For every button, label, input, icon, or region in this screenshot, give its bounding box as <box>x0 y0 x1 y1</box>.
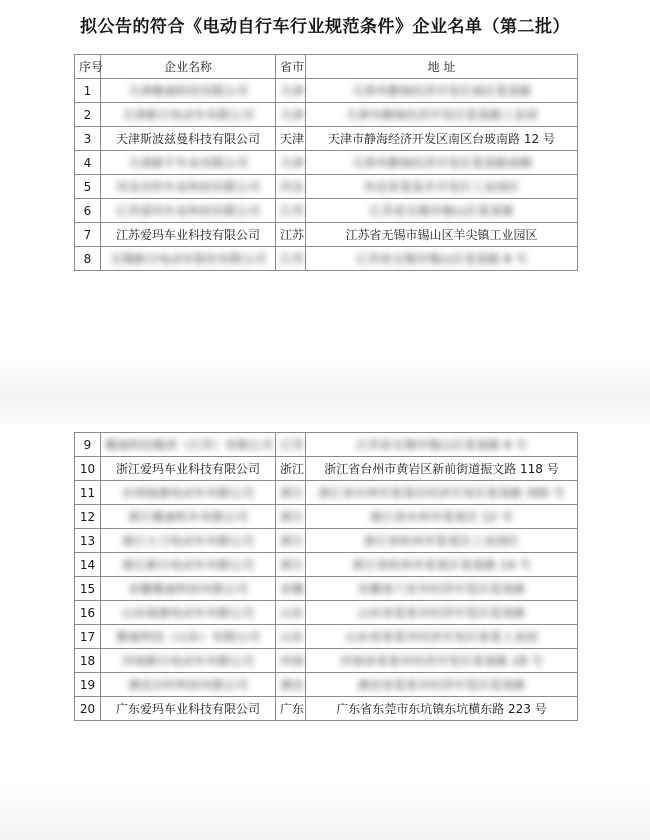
address-cell: 浙江省台州市黄岩区新前街道振文路 118 号 <box>324 462 559 476</box>
header-province: 省市 <box>276 55 306 79</box>
province-cell: 山东 <box>280 606 305 620</box>
province-cell: 浙江 <box>280 534 305 548</box>
table-row <box>75 529 578 553</box>
table-row <box>75 247 578 271</box>
address-cell: 山东省某某市经济开发区某某工业园 <box>345 630 538 644</box>
row-index-cell: 13 <box>79 533 96 548</box>
address-cell: 浙江省台州市某某区经济开发区某某路 300 号 <box>318 486 565 500</box>
row-index-cell: 20 <box>79 701 96 716</box>
province-cell: 山东 <box>280 630 305 644</box>
table-row <box>75 103 578 127</box>
address-cell: 浙江省台州市某某区 12 号 <box>370 510 513 524</box>
province-cell: 浙江 <box>280 486 305 500</box>
row-index-cell: 5 <box>83 179 92 194</box>
address-cell: 天津市静海经济开发区某某路工业园 <box>345 108 538 122</box>
row-index-cell: 7 <box>83 227 92 242</box>
company-name-cell: 浙江小刀电动车有限公司 <box>121 534 254 548</box>
table-row <box>75 433 578 457</box>
table-row <box>75 553 578 577</box>
company-name-cell: 浙江新日电动车有限公司 <box>121 558 254 572</box>
table-row <box>75 223 578 247</box>
address-cell: 浙江省杭州市某某区工业园区 <box>363 534 520 548</box>
table-row <box>75 697 578 721</box>
province-cell: 安徽 <box>280 582 305 596</box>
page-break-gap <box>0 360 650 430</box>
company-name-cell: 山东绿源电动车有限公司 <box>121 606 254 620</box>
table-row <box>75 625 578 649</box>
province-cell: 江苏 <box>280 204 305 218</box>
page-bottom-shade <box>0 780 650 840</box>
company-name-cell: 台州绿源电动车有限公司 <box>121 486 254 500</box>
province-cell: 天津 <box>280 84 305 98</box>
address-cell: 山东省某某市经济开发区某某路 <box>357 606 526 620</box>
company-name-cell: 天津新宇车业有限公司 <box>127 156 248 170</box>
company-name-cell: 天津雅迪科技有限公司 <box>127 84 248 98</box>
row-index-cell: 8 <box>83 251 92 266</box>
row-index-cell: 18 <box>79 653 96 668</box>
company-name-cell: 河南新日电动车有限公司 <box>121 654 254 668</box>
company-name-cell: 雅迪科技（山东）有限公司 <box>115 630 260 644</box>
company-name-cell: 安徽雅迪科技有限公司 <box>127 582 248 596</box>
company-table-part-2 <box>74 432 578 721</box>
table-row <box>75 127 578 151</box>
province-cell: 天津 <box>280 156 305 170</box>
table-row <box>75 673 578 697</box>
province-cell: 湖北 <box>280 678 305 692</box>
table-row <box>75 481 578 505</box>
table-row <box>75 601 578 625</box>
company-table-part-1 <box>74 54 578 271</box>
row-index-cell: 9 <box>83 437 92 452</box>
table-body-part-2 <box>75 433 578 721</box>
address-cell: 江苏省无锡市锡山区某某镇 <box>369 204 514 218</box>
table-row <box>75 577 578 601</box>
address-cell: 江苏省无锡市锡山区某某路 8 号 <box>355 252 528 266</box>
row-index-cell: 14 <box>79 557 96 572</box>
address-cell: 湖北省某某市经济开发区某某路 <box>357 678 526 692</box>
row-index-cell: 1 <box>83 83 92 98</box>
province-cell: 广东 <box>280 702 305 716</box>
table-row <box>75 175 578 199</box>
company-name-cell: 无锡新日电动车股份有限公司 <box>109 252 266 266</box>
province-cell: 浙江 <box>280 510 305 524</box>
address-cell: 江苏省无锡市锡山区羊尖镇工业园区 <box>345 228 538 242</box>
province-cell: 江苏 <box>280 438 305 452</box>
address-cell: 浙江省杭州市某某区某某路 14 号 <box>352 558 531 572</box>
company-name-cell: 天津斯波兹曼科技有限公司 <box>115 132 260 146</box>
address-cell: 天津市静海经济开发区南区某某路 <box>351 84 532 98</box>
table-row <box>75 151 578 175</box>
row-index-cell: 11 <box>79 485 96 500</box>
province-cell: 浙江 <box>280 462 305 476</box>
address-cell: 江苏省无锡市锡山区某某路 9 号 <box>355 438 528 452</box>
table-row <box>75 79 578 103</box>
address-cell: 天津市静海经济开发区某某路南侧 <box>351 156 532 170</box>
company-name-cell: 广东爱玛车业科技有限公司 <box>115 702 260 716</box>
company-name-cell: 河北台铃车业科技有限公司 <box>115 180 260 194</box>
address-cell: 广东省东莞市东坑镇东坑横东路 223 号 <box>336 702 547 716</box>
document-title: 拟公告的符合《电动自行车行业规范条件》企业名单（第二批） <box>80 17 570 37</box>
province-cell: 河北 <box>280 180 305 194</box>
header-company: 企业名称 <box>101 55 276 79</box>
company-name-cell: 浙江爱玛车业科技有限公司 <box>115 462 260 476</box>
company-name-cell: 天津新日电动车有限公司 <box>121 108 254 122</box>
company-name-cell: 江苏爱玛车业科技有限公司 <box>115 204 260 218</box>
province-cell: 天津 <box>280 108 305 122</box>
table-body-part-1 <box>75 79 578 271</box>
row-index-cell: 4 <box>83 155 92 170</box>
table-header-row <box>75 55 578 79</box>
province-cell: 天津 <box>280 132 305 146</box>
row-index-cell: 6 <box>83 203 92 218</box>
header-address: 地 址 <box>306 55 578 79</box>
province-cell: 河南 <box>280 654 305 668</box>
row-index-cell: 10 <box>79 461 96 476</box>
row-index-cell: 19 <box>79 677 96 692</box>
province-cell: 浙江 <box>280 558 305 572</box>
province-cell: 江苏 <box>280 252 305 266</box>
address-cell: 河南省某某市经济开发区某某路 18 号 <box>340 654 543 668</box>
company-name-cell: 江苏爱玛车业科技有限公司 <box>115 228 260 242</box>
row-index-cell: 15 <box>79 581 96 596</box>
row-index-cell: 12 <box>79 509 96 524</box>
table-row <box>75 457 578 481</box>
table-row <box>75 505 578 529</box>
address-cell: 安徽省六安市经济开发区某某路 <box>357 582 526 596</box>
company-name-cell: 湖北台铃科技有限公司 <box>127 678 248 692</box>
company-name-cell: 浙江雅迪机车有限公司 <box>127 510 248 524</box>
row-index-cell: 2 <box>83 107 92 122</box>
row-index-cell: 3 <box>83 131 92 146</box>
table-row <box>75 199 578 223</box>
address-cell: 天津市静海经济开发区南区台玻南路 12 号 <box>328 132 555 146</box>
address-cell: 河北省某某市开发区工业园区 <box>363 180 520 194</box>
company-name-cell: 雅迪科技集团（江苏）有限公司 <box>105 438 274 452</box>
row-index-cell: 16 <box>79 605 96 620</box>
province-cell: 江苏 <box>280 228 305 242</box>
row-index-cell: 17 <box>79 629 96 644</box>
header-index: 序号 <box>75 55 101 79</box>
table-row <box>75 649 578 673</box>
